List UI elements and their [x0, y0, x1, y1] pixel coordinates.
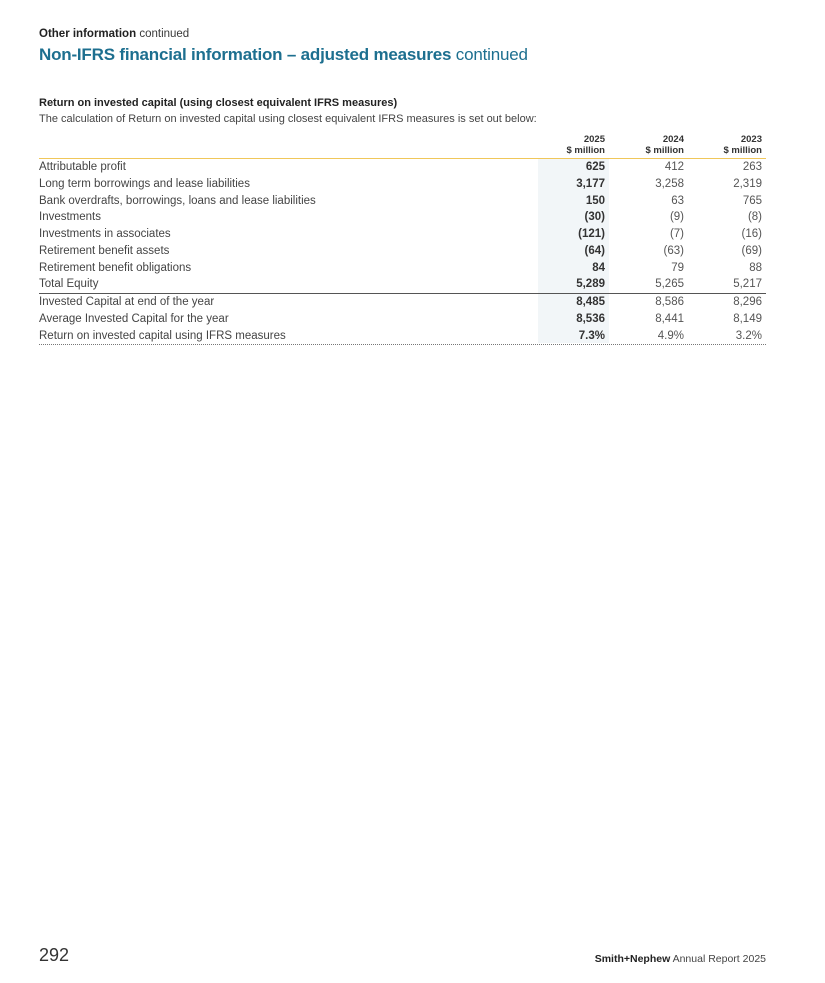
kicker-bold: Other information [39, 28, 137, 40]
value-2023: 8,296 [733, 296, 762, 308]
row-label: Return on invested capital using IFRS measures [39, 329, 286, 342]
value-2025: 7.3% [578, 329, 605, 342]
value-2024: (9) [669, 211, 684, 224]
table-row [39, 159, 766, 176]
table-row [39, 276, 766, 294]
table-body [39, 159, 766, 345]
col-header-2024: 2024 $ million [645, 134, 684, 156]
page-title-main: Non-IFRS financial information – adjusted measures [39, 45, 452, 64]
roic-table [39, 133, 766, 345]
table-row [39, 311, 766, 328]
section-heading: Return on invested capital (using closest equivalent IFRS measures) [39, 97, 398, 109]
section-kicker [39, 28, 189, 40]
page-number: 292 [39, 945, 70, 965]
value-2024: 8,586 [655, 296, 684, 308]
table-row [39, 328, 766, 346]
row-label: Retirement benefit assets [39, 244, 170, 257]
row-label: Attributable profit [39, 161, 126, 173]
value-2025: 625 [585, 161, 605, 173]
table-row [39, 260, 766, 277]
table-header [39, 133, 766, 159]
value-2023: 88 [749, 261, 762, 274]
table-row [39, 193, 766, 210]
footer-brand [595, 953, 766, 965]
value-2024: 79 [671, 261, 684, 274]
value-2024: (7) [669, 228, 684, 240]
table-row [39, 209, 766, 226]
row-label: Retirement benefit obligations [39, 261, 192, 274]
table-row [39, 243, 766, 260]
table-row [39, 294, 766, 311]
row-label: Invested Capital at end of the year [39, 296, 215, 308]
value-2024: (63) [663, 244, 684, 257]
value-2024: 3,258 [655, 177, 684, 190]
value-2024: 412 [664, 161, 684, 173]
value-2023: (8) [747, 211, 762, 224]
value-2023: 5,217 [733, 278, 762, 291]
table-row [39, 226, 766, 243]
brand-name: Smith+Nephew [594, 953, 671, 965]
value-2023: 2,319 [733, 177, 762, 190]
value-2023: 3.2% [735, 329, 762, 342]
col-header-2023: 2023 $ million [723, 134, 762, 156]
table-row [39, 176, 766, 193]
value-2025: 84 [592, 261, 605, 274]
section-description: The calculation of Return on invested capital using closest equivalent IFRS measures is set out below: [39, 113, 537, 125]
row-label: Bank overdrafts, borrowings, loans and lease liabilities [39, 194, 316, 207]
row-label: Investments [39, 211, 101, 224]
value-2024: 4.9% [657, 329, 684, 342]
value-2025: (30) [584, 211, 605, 224]
value-2025: 3,177 [576, 177, 605, 190]
value-2024: 8,441 [655, 312, 684, 325]
col-header-2025: 2025 $ million [566, 134, 605, 156]
value-2025: 8,536 [576, 312, 605, 325]
value-2025: (121) [578, 228, 605, 240]
page-title [39, 45, 528, 65]
value-2023: 765 [742, 194, 762, 207]
value-2023: 263 [742, 161, 762, 173]
value-2023: (69) [741, 244, 762, 257]
row-label: Average Invested Capital for the year [39, 312, 229, 325]
value-2025: 8,485 [576, 296, 605, 308]
value-2025: (64) [584, 244, 605, 257]
value-2023: (16) [741, 228, 762, 240]
value-2024: 63 [671, 194, 684, 207]
value-2025: 5,289 [576, 278, 605, 291]
row-label: Long term borrowings and lease liabilities [39, 177, 250, 190]
report-name: Annual Report 2025 [672, 953, 766, 965]
row-label: Total Equity [39, 278, 99, 291]
value-2025: 150 [585, 194, 605, 207]
page-title-continued: continued [455, 45, 528, 64]
row-label: Investments in associates [39, 228, 171, 240]
value-2024: 5,265 [655, 278, 684, 291]
value-2023: 8,149 [733, 312, 762, 325]
kicker-continued: continued [139, 28, 190, 40]
